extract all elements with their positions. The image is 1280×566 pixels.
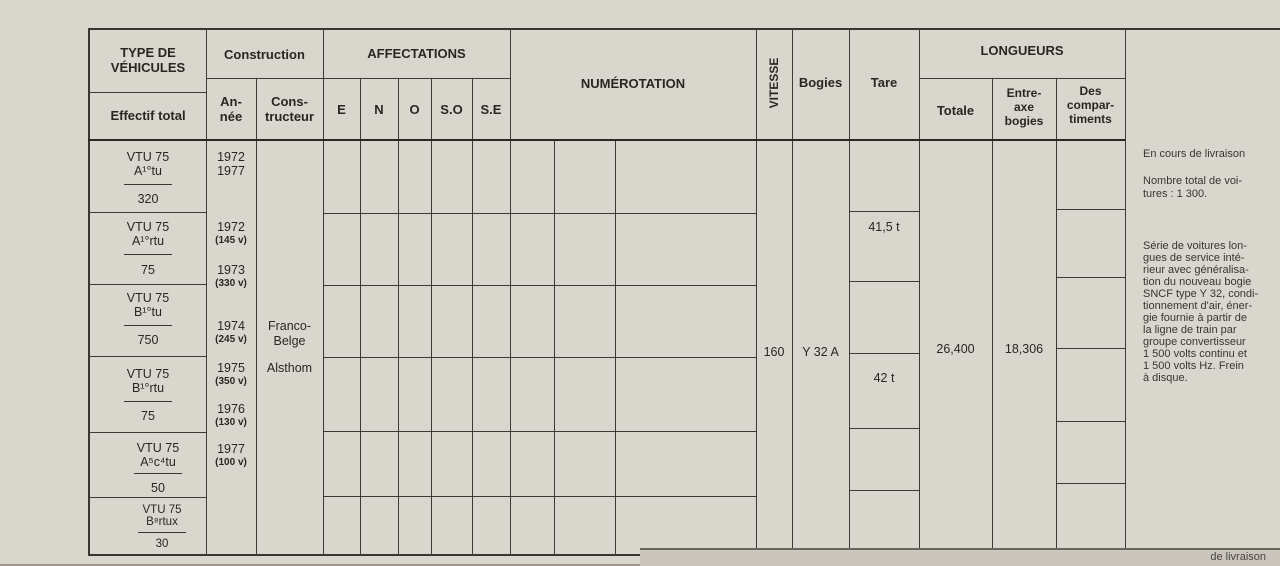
header-vitesse: VITESSE bbox=[767, 57, 781, 109]
year-qty: (245 v) bbox=[215, 334, 247, 345]
year-cell: 1973 bbox=[217, 263, 245, 277]
note-line: rieur avec généralisa- bbox=[1143, 264, 1249, 276]
col-divider bbox=[1056, 78, 1057, 556]
row-divider bbox=[206, 78, 510, 79]
year-cell: 1977 bbox=[217, 442, 245, 456]
row-divider bbox=[1056, 348, 1125, 349]
row-divider bbox=[88, 432, 206, 433]
note-line: tion du nouveau bogie bbox=[1143, 276, 1252, 288]
row-divider bbox=[919, 78, 1125, 79]
note-line: gie fournie à partir de bbox=[1143, 312, 1247, 324]
header-aff-e: E bbox=[337, 102, 346, 117]
vehicle-count: 320 bbox=[137, 192, 159, 206]
note-line: En cours de livraison bbox=[1143, 148, 1246, 160]
entre-axe-value: 18,306 bbox=[1004, 342, 1044, 356]
row-divider bbox=[323, 357, 756, 358]
row-divider bbox=[849, 281, 919, 282]
col-divider bbox=[256, 78, 257, 556]
constructeur-line: Alsthom bbox=[266, 361, 313, 375]
row-divider bbox=[849, 490, 919, 491]
vehicle-count: 30 bbox=[155, 538, 169, 550]
row-divider bbox=[323, 213, 756, 214]
vehicle-count: 75 bbox=[141, 263, 155, 277]
row-divider bbox=[88, 212, 206, 213]
note-line: SNCF type Y 32, condi- bbox=[1143, 288, 1259, 300]
header-aff-so: S.O bbox=[440, 102, 463, 117]
row-divider bbox=[323, 496, 756, 497]
vehicle-name: VTU 75 bbox=[142, 504, 182, 516]
fraction-bar bbox=[124, 401, 172, 402]
fraction-bar bbox=[124, 254, 172, 255]
year-cell: 1974 bbox=[217, 319, 245, 333]
row-divider bbox=[88, 356, 206, 357]
header-aff-n: N bbox=[374, 102, 384, 117]
row-divider bbox=[849, 353, 919, 354]
vitesse-value: 160 bbox=[763, 345, 785, 359]
header-aff-se: S.E bbox=[480, 102, 502, 117]
vehicle-count: 75 bbox=[141, 409, 155, 423]
vehicle-sub: A⁵c⁴tu bbox=[140, 455, 176, 469]
row-divider bbox=[849, 211, 919, 212]
fraction-bar bbox=[124, 325, 172, 326]
vehicle-sub: B⁸rtux bbox=[146, 516, 178, 528]
row-divider bbox=[323, 285, 756, 286]
row-divider bbox=[88, 497, 206, 498]
year-qty: (100 v) bbox=[215, 457, 247, 468]
year-cell: 1976 bbox=[217, 402, 245, 416]
col-divider bbox=[510, 28, 511, 556]
header-bottom-rule bbox=[88, 139, 1125, 141]
note-line: tures : 1 300. bbox=[1143, 188, 1208, 200]
note-line: 1 500 volts Hz. Frein bbox=[1143, 360, 1244, 372]
header-entre-axe: Entre- axe bogies bbox=[1004, 86, 1044, 128]
fraction-bar bbox=[134, 473, 182, 474]
vehicle-count: 750 bbox=[137, 333, 159, 347]
tare-value: 41,5 t bbox=[868, 220, 900, 234]
header-numerotation: NUMÉROTATION bbox=[580, 76, 686, 91]
row-divider bbox=[323, 431, 756, 432]
year-cell: 1972 1977 bbox=[217, 150, 245, 178]
next-page-text: de livraison bbox=[1210, 551, 1266, 563]
note-line: 1 500 volts continu et bbox=[1143, 348, 1247, 360]
header-type: TYPE DE VÉHICULES bbox=[110, 45, 186, 75]
tare-value: 42 t bbox=[873, 371, 895, 385]
note-line: la ligne de train par bbox=[1143, 324, 1237, 336]
vehicle-sub: A¹°tu bbox=[134, 164, 162, 178]
note-line: gues de service inté- bbox=[1143, 252, 1245, 264]
row-divider bbox=[1056, 421, 1125, 422]
row-divider bbox=[88, 284, 206, 285]
header-compartiments: Des compar- timents bbox=[1066, 84, 1115, 126]
year-qty: (145 v) bbox=[215, 235, 247, 246]
col-divider bbox=[615, 140, 616, 556]
year-cell: 1975 bbox=[217, 361, 245, 375]
header-bogies: Bogies bbox=[798, 75, 843, 90]
vehicle-sub: B¹°rtu bbox=[131, 381, 165, 395]
constructeur-line: Belge bbox=[273, 334, 306, 348]
year-cell: 1972 bbox=[217, 220, 245, 234]
header-constructeur: Cons- tructeur bbox=[264, 94, 315, 124]
vehicle-sub: B¹°tu bbox=[134, 305, 162, 319]
note-line: groupe convertisseur bbox=[1143, 336, 1246, 348]
fraction-bar bbox=[138, 532, 186, 533]
row-divider bbox=[1056, 209, 1125, 210]
year-qty: (130 v) bbox=[215, 417, 247, 428]
header-annee: An- née bbox=[219, 94, 243, 124]
note-line: Série de voitures lon- bbox=[1143, 240, 1247, 252]
col-divider bbox=[398, 78, 399, 556]
next-page-edge bbox=[640, 548, 1280, 566]
year-qty: (330 v) bbox=[215, 278, 247, 289]
note-line: à disque. bbox=[1143, 372, 1188, 384]
row-divider bbox=[1056, 483, 1125, 484]
longueur-totale-value: 26,400 bbox=[936, 342, 975, 356]
vehicle-name: VTU 75 bbox=[126, 367, 170, 381]
col-divider bbox=[431, 78, 432, 556]
header-tare: Tare bbox=[870, 75, 898, 90]
vehicle-name: VTU 75 bbox=[126, 291, 170, 305]
constructeur-line: Franco- bbox=[267, 319, 312, 333]
header-affectations: AFFECTATIONS bbox=[367, 46, 466, 61]
header-construction: Construction bbox=[224, 47, 305, 62]
fraction-bar bbox=[124, 184, 172, 185]
col-divider bbox=[792, 28, 793, 556]
header-totale: Totale bbox=[936, 103, 975, 118]
col-divider bbox=[1125, 28, 1126, 556]
col-divider bbox=[360, 78, 361, 556]
vehicle-count: 50 bbox=[151, 481, 165, 495]
header-aff-o: O bbox=[409, 102, 420, 117]
vehicle-sub: A¹°rtu bbox=[131, 234, 165, 248]
vehicle-name: VTU 75 bbox=[136, 441, 180, 455]
note-line: Nombre total de voi- bbox=[1143, 175, 1243, 187]
header-effectif: Effectif total bbox=[110, 108, 186, 123]
header-longueurs: LONGUEURS bbox=[980, 43, 1064, 58]
vehicle-name: VTU 75 bbox=[126, 150, 170, 164]
row-divider bbox=[1056, 277, 1125, 278]
col-divider bbox=[756, 28, 757, 556]
col-divider bbox=[472, 78, 473, 556]
bogies-value: Y 32 A bbox=[802, 345, 839, 359]
col-divider bbox=[849, 28, 850, 556]
note-line: tionnement d'air, éner- bbox=[1143, 300, 1253, 312]
vehicle-name: VTU 75 bbox=[126, 220, 170, 234]
row-divider bbox=[88, 92, 206, 93]
col-divider bbox=[992, 78, 993, 556]
year-qty: (350 v) bbox=[215, 376, 247, 387]
row-divider bbox=[849, 428, 919, 429]
col-divider bbox=[554, 140, 555, 556]
